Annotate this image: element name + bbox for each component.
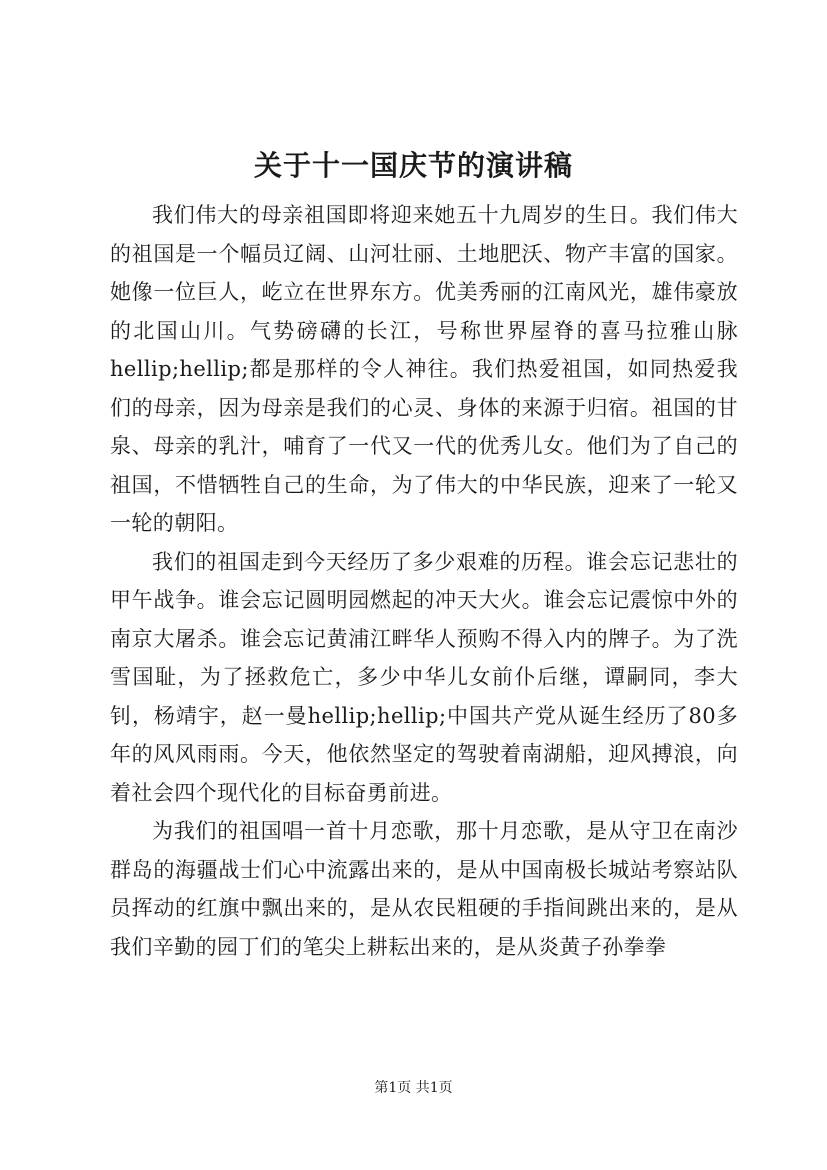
document-body: [110, 196, 738, 966]
page-number-footer: 第1页 共1页: [374, 1080, 453, 1096]
paragraph-3: 为我们的祖国唱一首十月恋歌，那十月恋歌，是从守卫在南沙群岛的海疆战士们心中流露出来的，是从中国南极长城站考察站队员挥动的红旗中飘出来的，是从农民粗硬的手指间跳出来的，是从我们辛勤的园丁们的笔尖上耕耘出来的，是从炎黄子孙拳拳: [110, 819, 738, 959]
paragraph-2: 我们的祖国走到今天经历了多少艰难的历程。谁会忘记悲壮的甲午战争。谁会忘记圆明园燃起的冲天大火。谁会忘记震惊中外的南京大屠杀。谁会忘记黄浦江畔华人预购不得入内的牌子。为了洗雪国耻，为了拯救危亡，多少中华儿女前仆后继，谭嗣同，李大钊，杨靖宇，赵一曼hellip;hellip;中国共产党从诞生经历了80多年的风风雨雨。今天，他依然坚定的驾驶着南湖船，迎风搏浪，向着社会四个现代化的目标奋勇前进。: [110, 549, 738, 805]
document-title: 关于十一国庆节的演讲稿: [253, 149, 573, 182]
paragraph-1: 我们伟大的母亲祖国即将迎来她五十九周岁的生日。我们伟大的祖国是一个幅员辽阔、山河壮丽、土地肥沃、物产丰富的国家。她像一位巨人，屹立在世界东方。优美秀丽的江南风光，雄伟豪放的北国山川。气势磅礴的长江，号称世界屋脊的喜马拉雅山脉hellip;hellip;都是那样的令人神往。我们热爱祖国，如同热爱我们的母亲，因为母亲是我们的心灵、身体的来源于归宿。祖国的甘泉、母亲的乳汁，哺育了一代又一代的优秀儿女。他们为了自己的祖国，不惜牺牲自己的生命，为了伟大的中华民族，迎来了一轮又一轮的朝阳。: [110, 203, 738, 535]
